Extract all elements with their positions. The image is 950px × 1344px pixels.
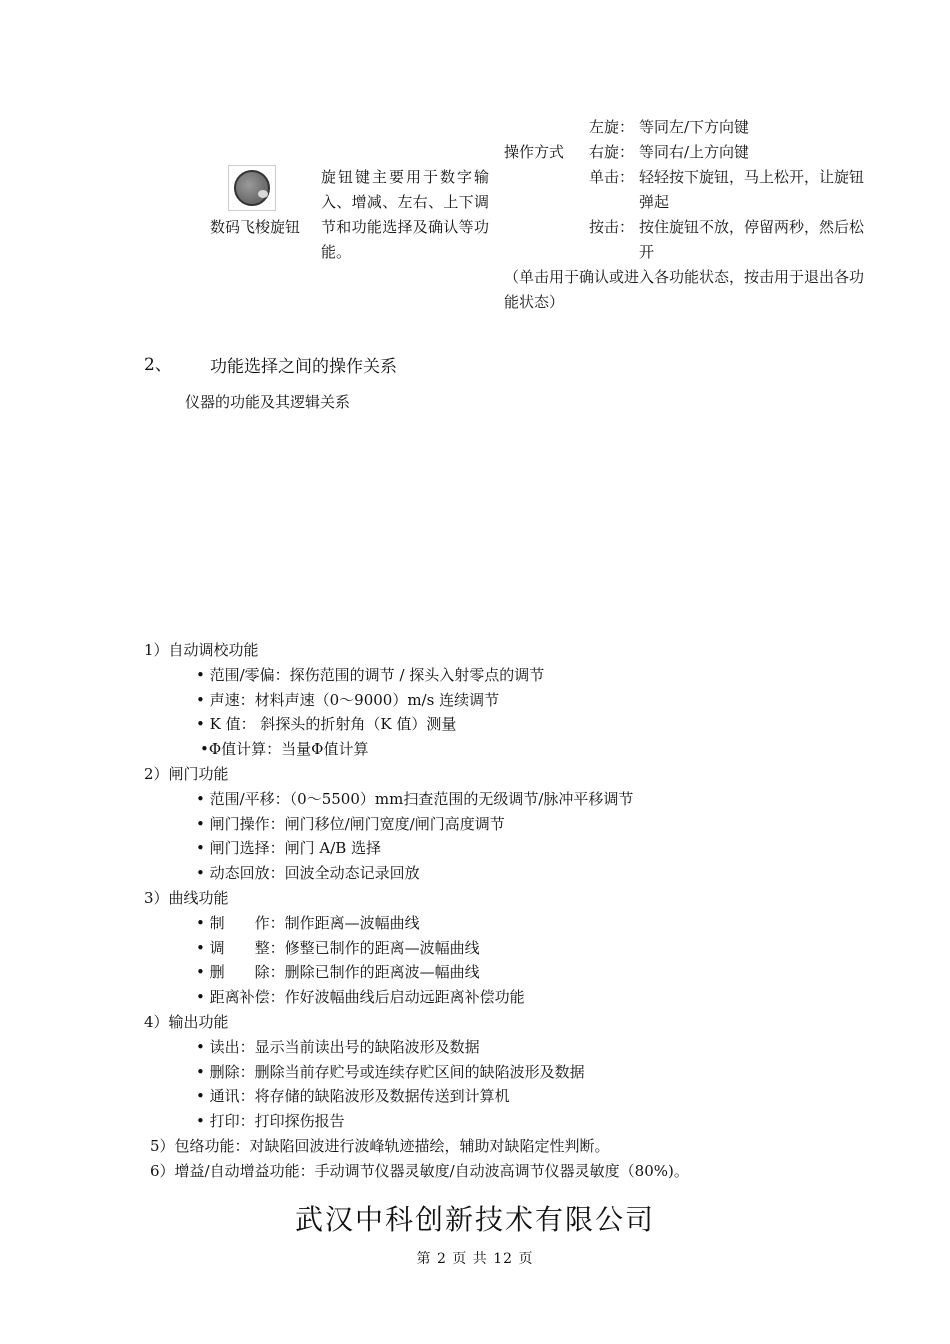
page-number: 第 2 页 共 12 页 bbox=[416, 1251, 534, 1267]
section-title: 功能选择之间的操作关系 bbox=[210, 357, 397, 377]
list-item: • 调 整：修整已制作的距离—波幅曲线 bbox=[196, 938, 480, 957]
list-item: • 闸门选择：闸门 A/B 选择 bbox=[196, 839, 382, 858]
list-item: • 声速：材料声速（0～9000）m/s 连续调节 bbox=[196, 690, 500, 709]
list-item: • 删 除：删除已制作的距离波—幅曲线 bbox=[196, 963, 480, 982]
knob-image bbox=[228, 165, 276, 211]
list-item: • 范围/零偏：探伤范围的调节 / 探头入射零点的调节 bbox=[196, 665, 545, 684]
list-item: •Φ值计算：当量Φ值计算 bbox=[200, 740, 369, 759]
section-number: 2、 bbox=[144, 355, 172, 375]
function-list bbox=[144, 638, 689, 1184]
list-item: • K 值： 斜探头的折射角（K 值）测量 bbox=[196, 715, 457, 734]
list-heading: 5）包络功能：对缺陷回波进行波峰轨迹描绘，辅助对缺陷定性判断。 bbox=[150, 1136, 610, 1155]
list-heading: 4）输出功能 bbox=[144, 1012, 229, 1031]
list-heading: 2）闸门功能 bbox=[144, 764, 229, 783]
list-item: • 制 作：制作距离—波幅曲线 bbox=[196, 913, 420, 932]
section-subtitle: 仪器的功能及其逻辑关系 bbox=[185, 393, 351, 411]
list-heading: 1）自动调校功能 bbox=[144, 641, 259, 659]
list-heading: 3）曲线功能 bbox=[144, 888, 229, 907]
list-item: • 打印：打印探伤报告 bbox=[196, 1112, 345, 1131]
operation-label: 操作方式 bbox=[504, 143, 565, 161]
operation-note: （单击用于确认或进入各功能状态，按击用于退出各功能状态） bbox=[504, 268, 865, 311]
company-name: 武汉中科创新技术有限公司 bbox=[294, 1203, 655, 1236]
knob-name: 数码飞梭旋钮 bbox=[209, 218, 300, 236]
list-item: • 动态回放：回波全动态记录回放 bbox=[196, 864, 420, 883]
list-item: • 读出：显示当前读出号的缺陷波形及数据 bbox=[196, 1037, 480, 1056]
list-heading: 6）增益/自动增益功能：手动调节仪器灵敏度/自动波高调节仪器灵敏度（80%)。 bbox=[150, 1161, 689, 1180]
knob-icon bbox=[234, 170, 270, 206]
list-item: • 距离补偿：作好波幅曲线后启动远距离补偿功能 bbox=[196, 988, 525, 1007]
list-item: • 通讯：将存储的缺陷波形及数据传送到计算机 bbox=[196, 1087, 510, 1106]
list-item: • 闸门操作：闸门移位/闸门宽度/闸门高度调节 bbox=[196, 814, 505, 833]
list-item: • 删除：删除当前存贮号或连续存贮区间的缺陷波形及数据 bbox=[196, 1062, 585, 1081]
list-item: • 范围/平移：（0～5500）mm扫查范围的无级调节/脉冲平移调节 bbox=[196, 789, 634, 808]
knob-description: 旋钮键主要用于数字输入、增减、左右、上下调节和功能选择及确认等功能。 bbox=[321, 168, 489, 261]
